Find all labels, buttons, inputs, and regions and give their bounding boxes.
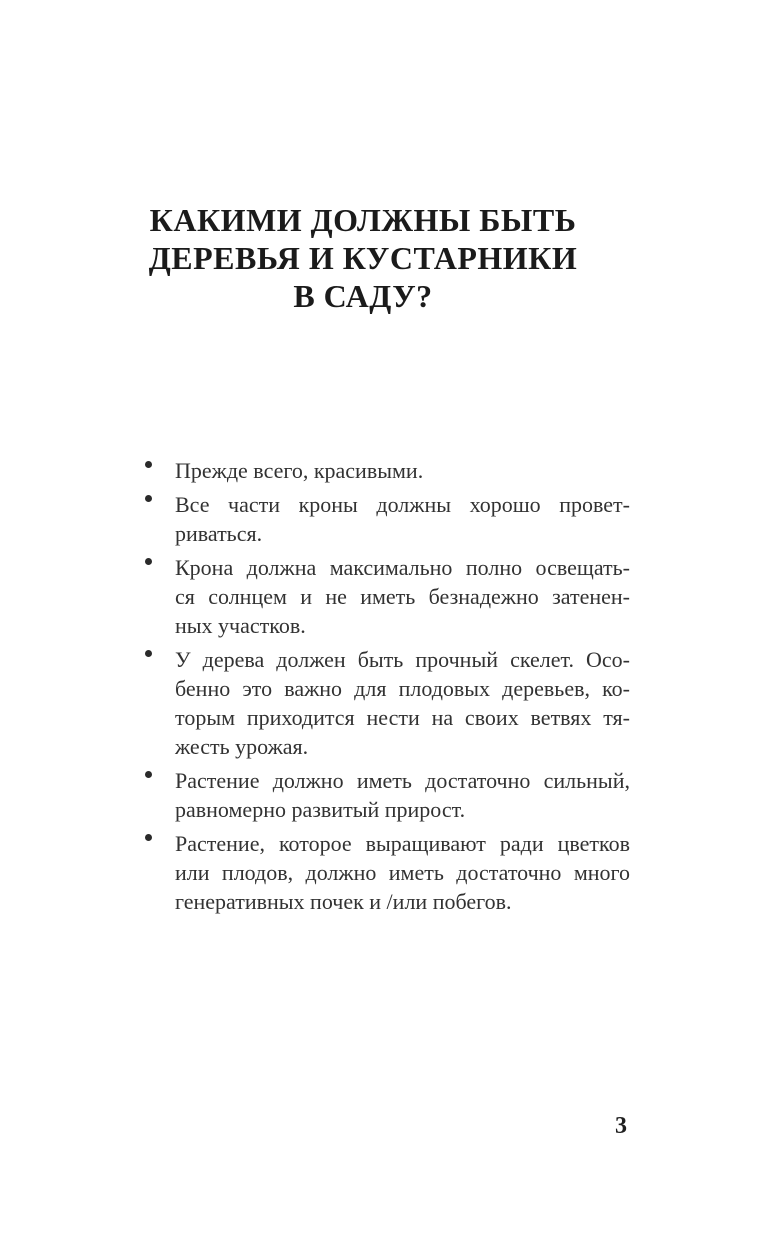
list-item-line: Прежде всего, красивыми. <box>175 458 424 483</box>
list-item <box>143 490 630 548</box>
list-item-line: У дерева должен быть прочный скелет. Осо- <box>175 647 630 672</box>
list-item-line: Растение, которое выращивают ради цветков <box>175 831 630 856</box>
page-title <box>0 201 726 315</box>
bullet-icon <box>145 558 152 565</box>
heading-line: В САДУ? <box>293 278 433 315</box>
list-item-line: ся солнцем и не иметь безнадежно затенен- <box>175 584 630 609</box>
list-item-line: Растение должно иметь достаточно сильный, <box>175 768 630 793</box>
heading-line: КАКИМИ ДОЛЖНЫ БЫТЬ <box>149 202 577 239</box>
bullet-icon <box>145 461 152 468</box>
list-item-line: ных участков. <box>175 613 306 638</box>
list-item-line: жесть урожая. <box>175 734 309 759</box>
bullet-icon <box>145 834 152 841</box>
list-item-line: торым приходится нести на своих ветвях тя- <box>175 705 630 730</box>
bullet-icon <box>145 495 152 502</box>
list-item-line: генеративных почек и /или побегов. <box>175 889 512 914</box>
list-item <box>143 456 630 485</box>
page-number: 3 <box>615 1113 627 1139</box>
list-item-line: или плодов, должно иметь достаточно много <box>175 860 630 885</box>
bullet-icon <box>145 771 152 778</box>
list-item <box>143 553 630 640</box>
list-item <box>143 645 630 761</box>
list-item-line: равномерно развитый прирост. <box>175 797 466 822</box>
list-item-line: Все части кроны должны хорошо провет- <box>175 492 630 517</box>
bullet-icon <box>145 650 152 657</box>
list-item <box>143 829 630 916</box>
heading-line: ДЕРЕВЬЯ И КУСТАРНИКИ <box>148 240 578 277</box>
list-item-line: риваться. <box>175 521 263 546</box>
list-item-line: бенно это важно для плодовых деревьев, ко- <box>175 676 630 701</box>
bullet-list <box>143 456 630 921</box>
list-item-line: Крона должна максимально полно освещать- <box>175 555 630 580</box>
list-item <box>143 766 630 824</box>
